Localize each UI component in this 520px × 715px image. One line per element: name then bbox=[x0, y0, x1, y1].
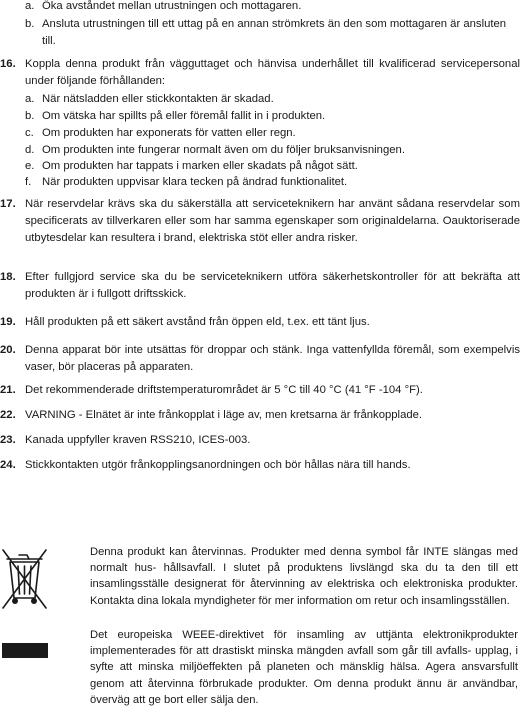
list-label: b. bbox=[25, 18, 35, 30]
list-label: f. bbox=[25, 176, 32, 188]
list-label: c. bbox=[25, 127, 34, 139]
item-text: Efter fullgjord service ska du be serviceteknikern utföra säkerhetskontroller för att bekräfta att produkten är i fullgott driftsskick. bbox=[25, 271, 520, 300]
list-text: När produkten uppvisar klara tecken på ändrad funktionalitet. bbox=[42, 176, 348, 188]
list-text: Om produkten har exponerats för vatten eller regn. bbox=[42, 127, 296, 139]
item-number: 18. bbox=[0, 271, 16, 283]
item-text: Det rekommenderade driftstemperaturområdet är 5 °C till 40 °C (41 °F -104 °F). bbox=[25, 384, 423, 396]
list-text: Om produkten har tappats i marken eller skadats på något sätt. bbox=[42, 160, 358, 172]
recycling-paragraph: Denna produkt kan återvinnas. Produkter med denna symbol får INTE slängas med normalt hus- hållsavfall. I slutet på produktens livslängd ska du ta den till ett insamlingsställe designerat för återvinning av elektriska och elektroniska produkter. Kontakta dina lokala myndigheter för mer information om retur och insamlingsställen. bbox=[90, 546, 518, 607]
list-text: Ansluta utrustningen till ett uttag på en annan strömkrets än den som mottagaren är ansluten till. bbox=[42, 18, 507, 47]
item-text: VARNING - Elnätet är inte frånkopplat i läge av, men kretsarna är frånkopplade. bbox=[25, 409, 423, 421]
item-text: Håll produkten på ett säkert avstånd från öppen eld, t.ex. ett tänt ljus. bbox=[25, 316, 370, 328]
item-number: 22. bbox=[0, 409, 16, 421]
list-text: Om vätska har spillts på eller föremål fallit in i produkten. bbox=[42, 110, 326, 122]
item-number: 20. bbox=[0, 344, 16, 356]
list-label: b. bbox=[25, 110, 35, 122]
weee-bin-icon bbox=[2, 548, 50, 660]
list-label: d. bbox=[25, 144, 35, 156]
item-number: 16. bbox=[0, 58, 16, 70]
weee-paragraph: Det europeiska WEEE-direktivet för insamling av uttjänta elektronikprodukter implementerades för att drastiskt minska mängden avfall som går till avfalls- upplag, i syfte att minska miljöeffekten på planeten och mänsklig hälsa. Agera ansvarsfullt genom att återvinna förbrukade produkter. Om denna produkt ännu är användbar, överväg att ge bort eller sälja den. bbox=[90, 629, 518, 706]
item-text: Stickkontakten utgör frånkopplingsanordningen och bör hållas nära till hands. bbox=[25, 459, 411, 471]
item-text: När reservdelar krävs ska du säkerställa att serviceteknikern har använt sådana reservdelar som specificerats av tillverkaren eller som har samma egenskaper som originaldelarna. Oauktoriserade utbytesdelar kan resultera i brand, elektriska stöt eller andra risker. bbox=[25, 198, 520, 244]
item-number: 24. bbox=[0, 459, 16, 471]
list-text: När nätsladden eller stickkontakten är skadad. bbox=[42, 93, 274, 105]
list-text: Om produkten inte fungerar normalt även om du följer bruksanvisningen. bbox=[42, 144, 405, 156]
list-text: Öka avståndet mellan utrustningen och mottagaren. bbox=[42, 0, 302, 12]
item-number: 17. bbox=[0, 198, 16, 210]
item-text: Koppla denna produkt från vägguttaget och hänvisa underhållet till kvalificerad servicepersonal under följande förhållanden: bbox=[25, 58, 520, 87]
list-label: a. bbox=[25, 0, 35, 12]
item-text: Denna apparat bör inte utsättas för droppar och stänk. Inga vattenfyllda föremål, som exempelvis vaser, bör placeras på apparaten. bbox=[25, 344, 520, 373]
list-label: e. bbox=[25, 160, 35, 172]
item-number: 23. bbox=[0, 434, 16, 446]
list-label: a. bbox=[25, 93, 35, 105]
item-number: 19. bbox=[0, 316, 16, 328]
item-number: 21. bbox=[0, 384, 16, 396]
item-text: Kanada uppfyller kraven RSS210, ICES-003. bbox=[25, 434, 251, 446]
